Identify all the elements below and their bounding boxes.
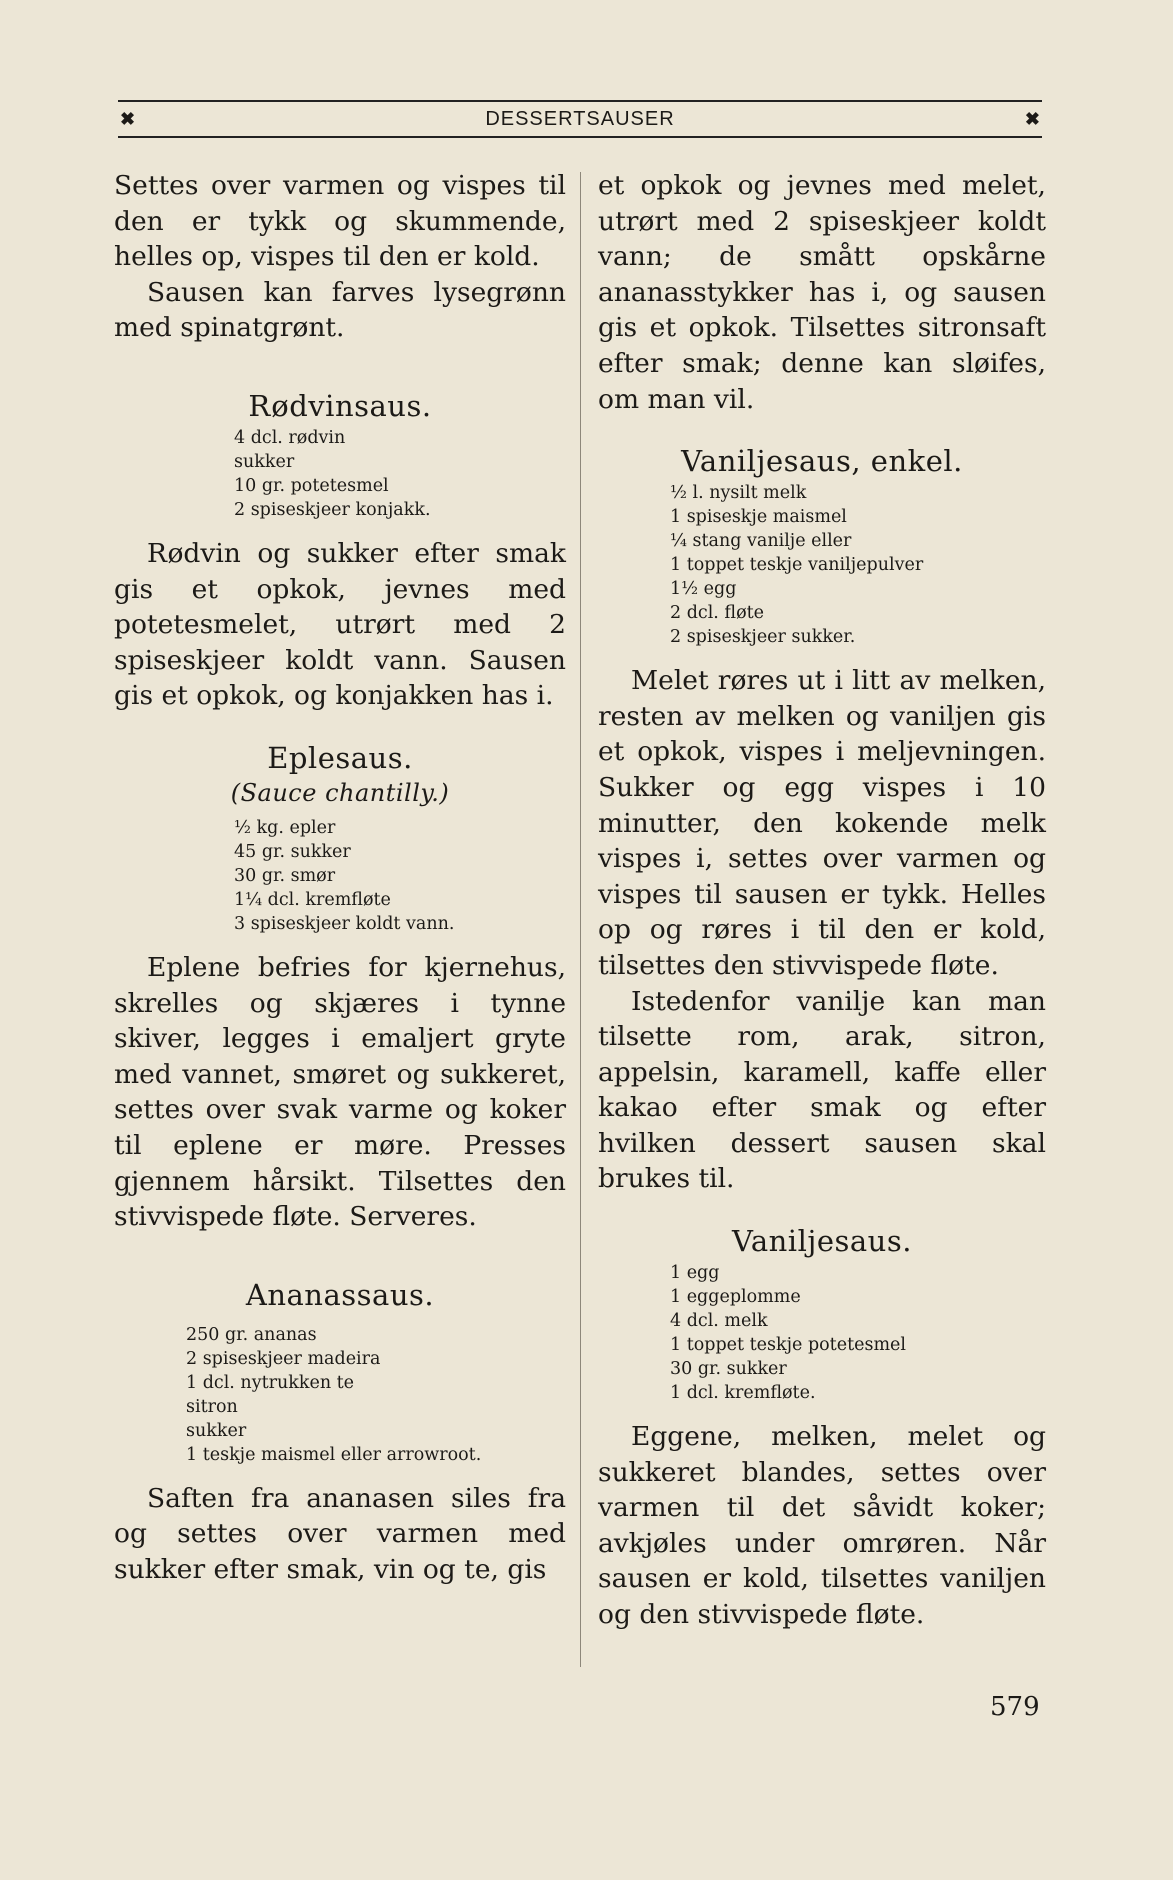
ingredients-ananassaus <box>114 1323 566 1467</box>
ingredient: ½ kg. epler <box>234 817 336 838</box>
ingredient: sukker <box>234 451 295 472</box>
recipe-subtitle-eplesaus: (Sauce chantilly.) <box>230 778 450 807</box>
ingredient: 1 spiseskje maismel <box>670 507 847 528</box>
ingredient: 1 dcl. kremfløte. <box>670 1383 816 1404</box>
recipe-text-rodvinsaus: Rødvin og sukker efter smak gis et opkok, jevnes med potetesmelet, utrørt med 2 spiseskjeer koldt vann. Sausen gis et opkok, og konjakken has i. <box>114 537 566 712</box>
ingredient: 250 gr. ananas <box>186 1324 317 1345</box>
ingredient: 4 dcl. rødvin <box>234 427 346 448</box>
ingredients-eplesaus <box>114 816 566 936</box>
ingredients-vaniljesaus <box>598 1261 1046 1405</box>
ingredient: 30 gr. smør <box>234 865 336 886</box>
page-number: 579 <box>990 1692 1040 1722</box>
recipe-text-eplesaus: Eplene befries for kjernehus, skrelles og skjæres i tynne skiver, legges i emaljert gryte med vannet, smøret og sukkeret, settes over svak varme og koker til eplene er møre. Presses gjennem hårsikt. Tilsettes den stivvispede fløte. Serveres. <box>114 951 566 1233</box>
recipe-text-vaniljesaus-enkel-2: Istedenfor vanilje kan man tilsette rom, arak, sitron, appelsin, karamell, kaffe eller kakao efter smak og efter hvilken dessert sausen skal brukes til. <box>598 985 1046 1195</box>
ornament-left-icon: ✖ <box>120 108 136 130</box>
ingredient: sukker <box>186 1420 247 1441</box>
ingredient: 3 spiseskjeer koldt vann. <box>234 913 455 934</box>
ingredient: 10 gr. potetesmel <box>234 475 389 496</box>
intro-paragraph: Settes over varmen og vispes til den er tykk og skummende, helles op, vispes til den er kold. <box>114 170 566 273</box>
intro-paragraph-2: Sausen kan farves lysegrønn med spinatgrønt. <box>114 276 566 344</box>
ingredient: 30 gr. sukker <box>670 1359 787 1380</box>
left-column <box>114 168 566 1587</box>
running-header <box>118 100 1042 138</box>
ingredient: 1 dcl. nytrukken te <box>186 1372 355 1393</box>
ingredient: 1 toppet teskje vaniljepulver <box>670 555 924 576</box>
recipe-title-ananassaus: Ananassaus. <box>245 1277 435 1312</box>
ingredient: 2 spiseskjeer madeira <box>186 1348 381 1369</box>
recipe-title-eplesaus: Eplesaus. <box>267 740 413 775</box>
ingredient: 1¼ dcl. kremfløte <box>234 889 391 910</box>
ornament-right-icon: ✖ <box>1024 108 1040 130</box>
ingredient: 1 eggeplomme <box>670 1287 801 1308</box>
ingredients-rodvinsaus <box>114 426 566 522</box>
recipe-title-vaniljesaus-enkel: Vaniljesaus, enkel. <box>681 444 963 479</box>
ingredient: ¼ stang vanilje eller <box>670 531 852 552</box>
ingredient: ½ l. nysilt melk <box>670 483 807 504</box>
recipe-text-ananassaus: Saften fra ananasen siles fra og settes over varmen med sukker efter smak, vin og te, gis <box>114 1482 566 1585</box>
ingredient: 2 dcl. fløte <box>670 603 765 624</box>
ingredient: 4 dcl. melk <box>670 1311 768 1332</box>
ingredient: 45 gr. sukker <box>234 841 351 862</box>
right-column <box>598 168 1046 1633</box>
recipe-title-vaniljesaus: Vaniljesaus. <box>732 1224 912 1259</box>
continued-paragraph: et opkok og jevnes med melet, utrørt med 2 spiseskjeer koldt vann; de smått opskårne ananasstykker has i, og sausen gis et opkok. Tilsettes sitronsaft efter smak; denne kan sløifes, om man vil. <box>598 170 1046 415</box>
recipe-text-vaniljesaus-enkel: Melet røres ut i litt av melken, resten av melken og vaniljen gis et opkok, vispes i meljevningen. Sukker og egg vispes i 10 minutter, den kokende melk vispes i, settes over varmen og vispes til sausen er tykk. Helles op og røres i til den er kold, tilsettes den stivvispede fløte. <box>598 665 1046 981</box>
ingredients-vaniljesaus-enkel <box>598 481 1046 649</box>
ingredient: 2 spiseskjeer sukker. <box>670 627 856 648</box>
ingredient: 1½ egg <box>670 579 737 600</box>
recipe-title-rodvinsaus: Rødvinsaus. <box>248 388 432 423</box>
running-title: DESSERTSAUSER <box>485 107 675 130</box>
ingredient: 1 toppet teskje potetesmel <box>670 1335 906 1356</box>
ingredient: sitron <box>186 1396 238 1417</box>
recipe-text-vaniljesaus: Eggene, melken, melet og sukkeret blandes, settes over varmen til det såvidt koker; avkjøles under omrøren. Når sausen er kold, tilsettes vaniljen og den stivvispede fløte. <box>598 1421 1046 1631</box>
column-divider <box>580 172 581 1667</box>
ingredient: 1 egg <box>670 1263 720 1284</box>
ingredient: 1 teskje maismel eller arrowroot. <box>186 1444 482 1465</box>
ingredient: 2 spiseskjeer konjakk. <box>234 499 431 520</box>
